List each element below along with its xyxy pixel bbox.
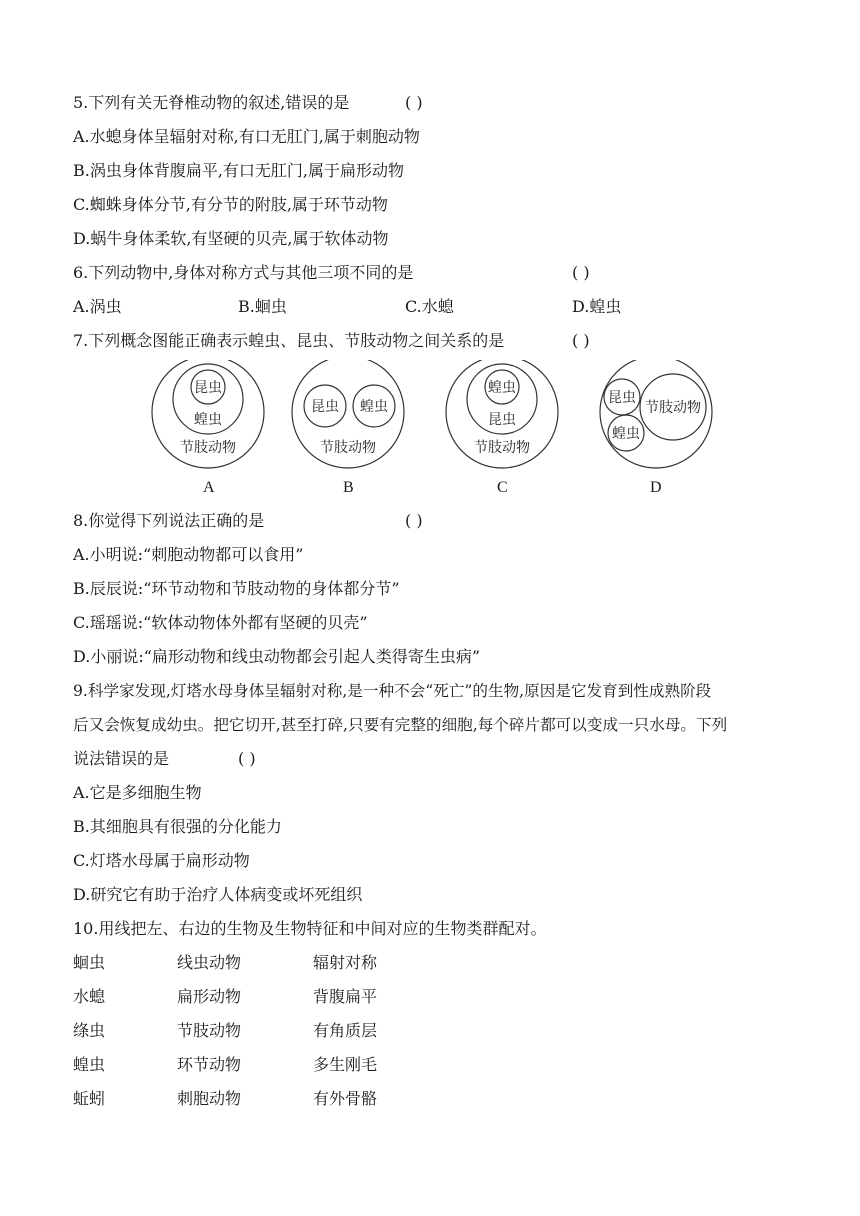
- q5-option-a: A.水螅身体呈辐射对称,有口无肛门,属于刺胞动物: [73, 127, 420, 146]
- diagram-a-letter: A: [203, 479, 215, 496]
- q10-left-item: 蛔虫: [73, 953, 106, 972]
- q10-middle-item: 刺胞动物: [177, 1089, 242, 1108]
- q6-answer-paren: ( ): [572, 263, 590, 282]
- q7-stem: 7.下列概念图能正确表示蝗虫、昆虫、节肢动物之间关系的是: [73, 331, 505, 350]
- q6-option-d: D.蝗虫: [572, 297, 622, 316]
- q9-answer-paren: ( ): [238, 749, 256, 768]
- q10-right-item: 有角质层: [313, 1021, 378, 1040]
- q5-answer-paren: ( ): [405, 93, 423, 112]
- diagram-c-letter: C: [497, 479, 508, 496]
- q9-option-d: D.研究它有助于治疗人体病变或坏死组织: [73, 885, 363, 904]
- q9-option-c: C.灯塔水母属于扁形动物: [73, 851, 250, 870]
- q10-right-item: 背腹扁平: [313, 987, 378, 1006]
- q10-left-item: 蚯蚓: [73, 1089, 106, 1108]
- q8-stem: 8.你觉得下列说法正确的是: [73, 511, 265, 530]
- q9-line-3: 说法错误的是: [73, 749, 170, 768]
- q10-middle-item: 扁形动物: [177, 987, 242, 1006]
- q5-option-c: C.蜘蛛身体分节,有分节的附肢,属于环节动物: [73, 195, 388, 214]
- q5-stem: 5.下列有关无脊椎动物的叙述,错误的是: [73, 93, 350, 112]
- diagram-d-big-label: 节肢动物: [645, 400, 701, 416]
- q5-option-b: B.涡虫身体背腹扁平,有口无肛门,属于扁形动物: [73, 161, 405, 180]
- diagram-b-letter: B: [343, 479, 354, 496]
- diagram-b-right-label: 蝗虫: [360, 399, 388, 415]
- diagram-d-bottom-label: 蝗虫: [612, 426, 640, 442]
- concept-diagrams: [0, 360, 860, 478]
- q9-line-1: 9.科学家发现,灯塔水母身体呈辐射对称,是一种不会“死亡”的生物,原因是它发育到性成熟阶段: [73, 682, 712, 700]
- diagram-c-inner-label: 蝗虫: [488, 380, 516, 396]
- q10-right-item: 辐射对称: [313, 953, 378, 972]
- q10-left-item: 水螅: [73, 987, 106, 1006]
- diagram-c-middle-label: 昆虫: [488, 412, 516, 428]
- q10-left-item: 绦虫: [73, 1021, 106, 1040]
- q10-middle-item: 线虫动物: [177, 953, 242, 972]
- q10-right-item: 多生刚毛: [313, 1055, 378, 1074]
- q10-middle-item: 节肢动物: [177, 1021, 242, 1040]
- q8-option-a: A.小明说:“刺胞动物都可以食用”: [73, 545, 304, 564]
- q8-option-b: B.辰辰说:“环节动物和节肢动物的身体都分节”: [73, 579, 400, 598]
- diagram-d-top-label: 昆虫: [608, 390, 636, 406]
- q8-answer-paren: ( ): [405, 511, 423, 530]
- diagram-a-middle-label: 蝗虫: [194, 412, 222, 428]
- q6-stem: 6.下列动物中,身体对称方式与其他三项不同的是: [73, 263, 414, 282]
- diagram-c-outer-label: 节肢动物: [474, 440, 530, 456]
- q9-option-a: A.它是多细胞生物: [73, 783, 202, 802]
- q10-middle-item: 环节动物: [177, 1055, 242, 1074]
- diagram-a-inner-label: 昆虫: [194, 380, 222, 396]
- q10-right-item: 有外骨骼: [313, 1089, 378, 1108]
- q9-option-b: B.其细胞具有很强的分化能力: [73, 817, 282, 836]
- q6-option-b: B.蛔虫: [238, 297, 287, 316]
- q7-answer-paren: ( ): [572, 331, 590, 350]
- q8-option-d: D.小丽说:“扁形动物和线虫动物都会引起人类得寄生虫病”: [73, 647, 481, 666]
- q9-line-2: 后又会恢复成幼虫。把它切开,甚至打碎,只要有完整的细胞,每个碎片都可以变成一只水母。下列: [73, 716, 728, 734]
- diagram-a-outer-label: 节肢动物: [180, 440, 236, 456]
- q10-stem: 10.用线把左、右边的生物及生物特征和中间对应的生物类群配对。: [73, 919, 547, 938]
- diagram-b-outer-label: 节肢动物: [320, 440, 376, 456]
- diagram-d-letter: D: [650, 479, 662, 496]
- diagram-b-left-label: 昆虫: [311, 399, 339, 415]
- q6-option-c: C.水螅: [405, 297, 454, 316]
- q8-option-c: C.瑶瑶说:“软体动物体外都有坚硬的贝壳”: [73, 613, 368, 632]
- q10-left-item: 蝗虫: [73, 1055, 106, 1074]
- q6-option-a: A.涡虫: [73, 297, 122, 316]
- q5-option-d: D.蜗牛身体柔软,有坚硬的贝壳,属于软体动物: [73, 229, 389, 248]
